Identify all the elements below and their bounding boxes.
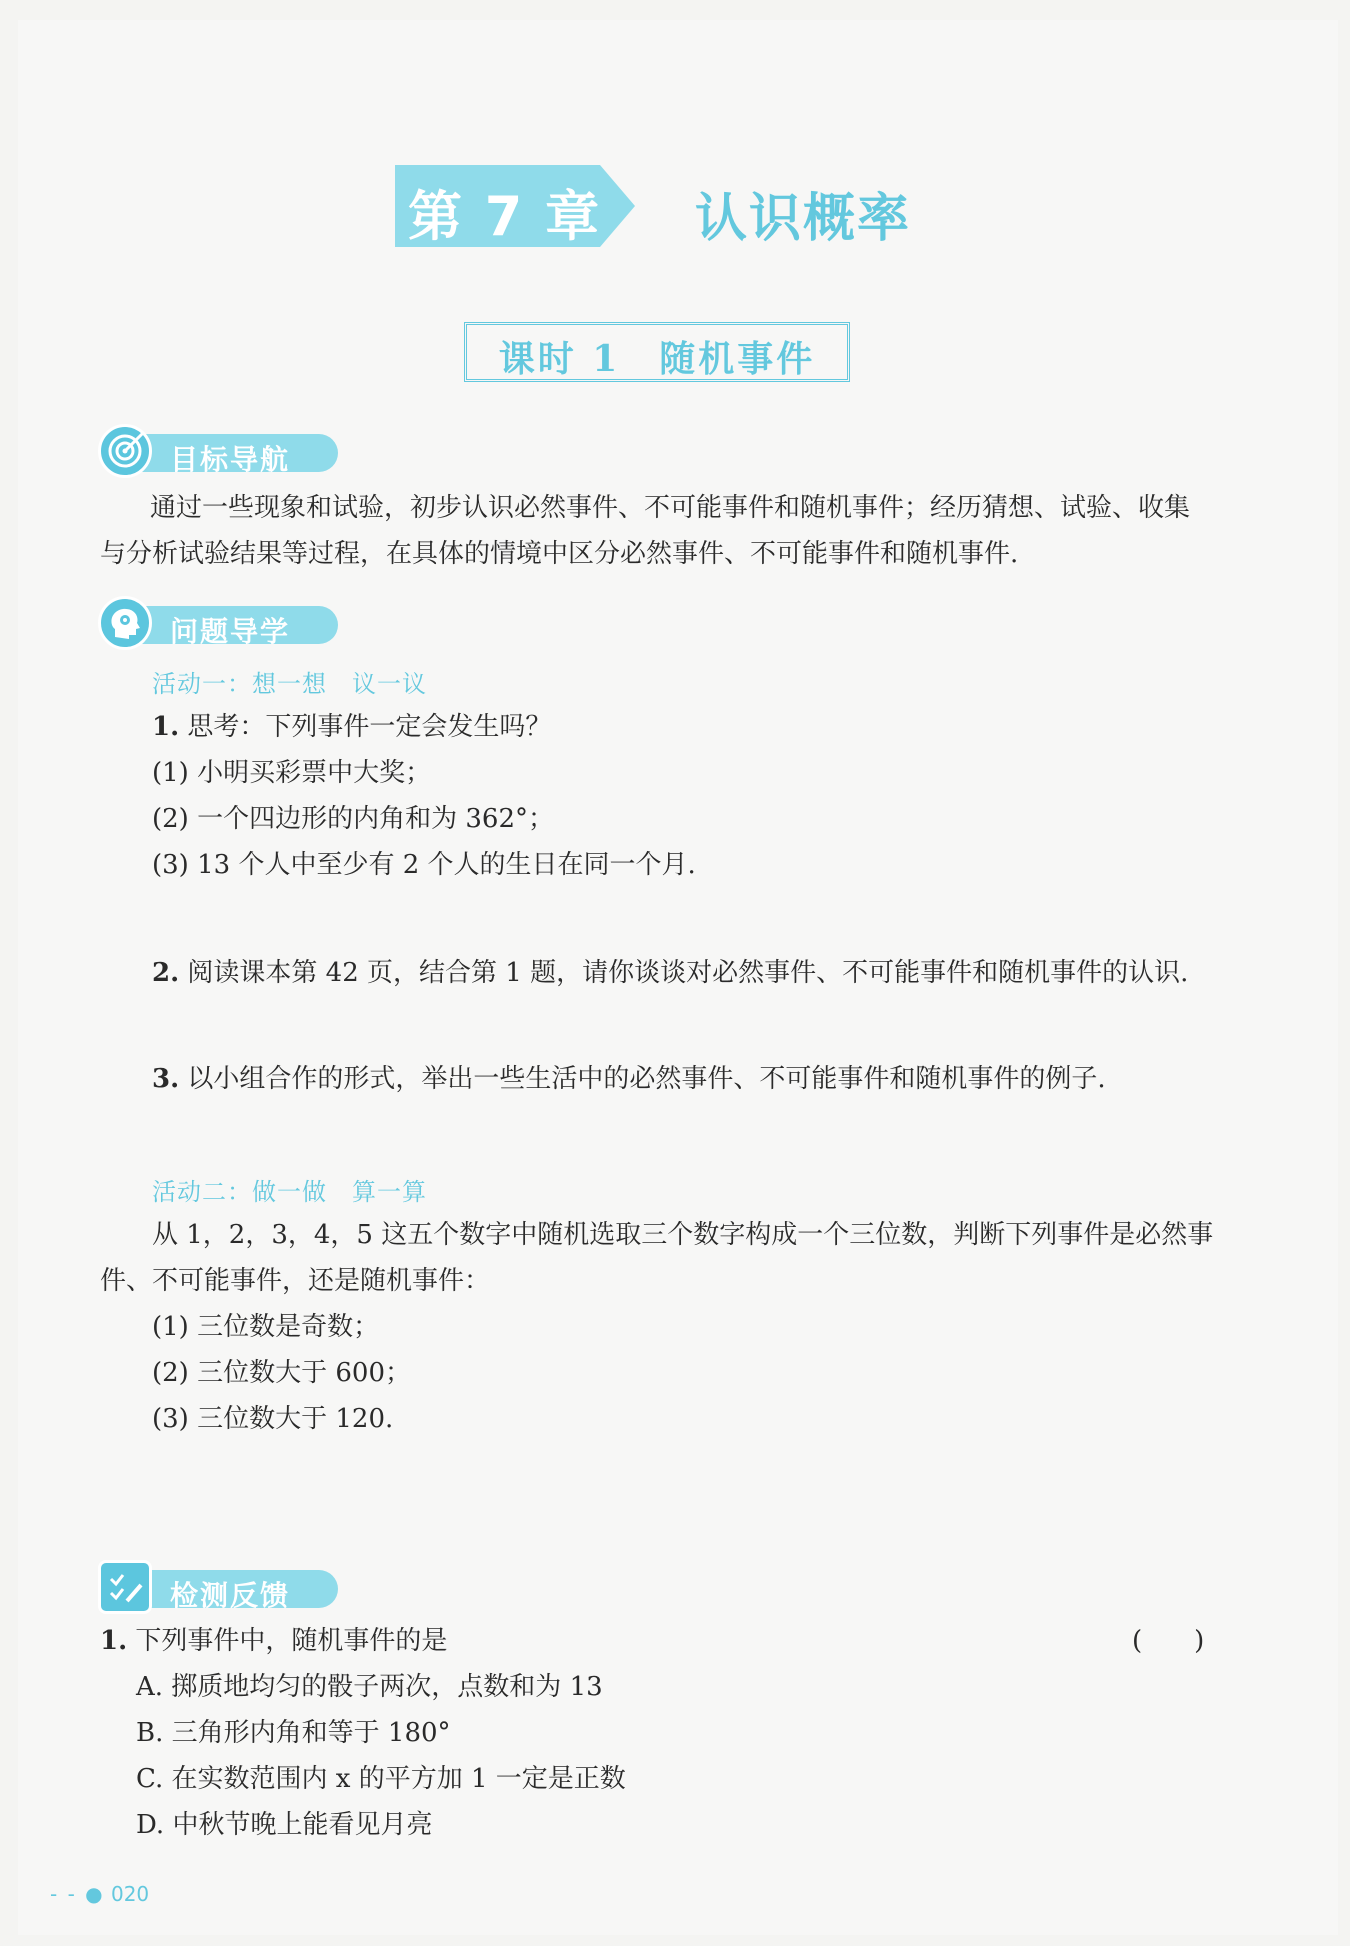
section-label-goal: 目标导航 bbox=[170, 443, 291, 476]
section-header-guide bbox=[98, 596, 338, 648]
lesson-title: 课时 1 随机事件 bbox=[498, 338, 816, 380]
activity1-q2 bbox=[152, 956, 1188, 990]
option-b: B. 三角形内角和等于 180° bbox=[136, 1718, 451, 1748]
page-number: 020 bbox=[110, 1882, 150, 1906]
question-number: 3. bbox=[152, 1064, 180, 1094]
activity2-item: (1) 三位数是奇数； bbox=[152, 1312, 380, 1342]
question-number: 2. bbox=[152, 958, 180, 988]
chapter-label: 第 7 章 bbox=[408, 185, 602, 248]
option-a: A. 掷质地均匀的骰子两次，点数和为 13 bbox=[136, 1672, 603, 1702]
goal-text-line2: 与分析试验结果等过程，在具体的情境中区分必然事件、不可能事件和随机事件. bbox=[100, 539, 1019, 569]
activity2-item: (2) 三位数大于 600； bbox=[152, 1358, 411, 1388]
activity1-q1-item: (3) 13 个人中至少有 2 个人的生日在同一个月. bbox=[152, 850, 696, 880]
dots-icon: - - ● bbox=[50, 1882, 105, 1906]
answer-bracket: ( ) bbox=[1132, 1626, 1205, 1656]
question-text: 思考：下列事件一定会发生吗？ bbox=[187, 712, 552, 742]
activity1-title: 活动一：想一想 议一议 bbox=[152, 670, 427, 698]
section-label-guide: 问题导学 bbox=[170, 615, 291, 648]
head-gear-icon bbox=[98, 596, 152, 650]
activity1-q1-item: (2) 一个四边形的内角和为 362°； bbox=[152, 804, 554, 834]
lesson-box bbox=[464, 322, 850, 382]
question-text: 阅读课本第 42 页，结合第 1 题，请你谈谈对必然事件、不可能事件和随机事件的认识. bbox=[187, 958, 1189, 988]
option-d: D. 中秋节晚上能看见月亮 bbox=[136, 1810, 433, 1840]
activity2-line2: 件、不可能事件，还是随机事件： bbox=[100, 1266, 491, 1296]
activity1-q1-item: (1) 小明买彩票中大奖； bbox=[152, 758, 432, 788]
section-header-goal bbox=[98, 424, 338, 476]
option-c: C. 在实数范围内 x 的平方加 1 一定是正数 bbox=[136, 1764, 626, 1794]
question-text: 下列事件中，随机事件的是 bbox=[135, 1626, 448, 1656]
question-text: 以小组合作的形式，举出一些生活中的必然事件、不可能事件和随机事件的例子. bbox=[187, 1064, 1106, 1094]
check-q1 bbox=[100, 1624, 447, 1658]
section-header-check bbox=[98, 1560, 338, 1612]
activity1-q3 bbox=[152, 1062, 1106, 1096]
page-number-area bbox=[50, 1882, 149, 1906]
question-number: 1. bbox=[100, 1626, 128, 1656]
checklist-icon bbox=[98, 1560, 152, 1614]
activity2-title: 活动二：做一做 算一算 bbox=[152, 1178, 427, 1206]
activity2-item: (3) 三位数大于 120. bbox=[152, 1404, 394, 1434]
activity2-line1: 从 1，2，3，4，5 这五个数字中随机选取三个数字构成一个三位数，判断下列事件是必然事 bbox=[152, 1220, 1214, 1250]
section-label-check: 检测反馈 bbox=[170, 1579, 291, 1612]
chapter-title: 认识概率 bbox=[695, 189, 912, 249]
target-icon bbox=[98, 424, 152, 478]
activity1-q1 bbox=[152, 710, 551, 744]
goal-text-line1: 通过一些现象和试验，初步认识必然事件、不可能事件和随机事件；经历猜想、试验、收集 bbox=[150, 493, 1191, 523]
question-number: 1. bbox=[152, 712, 180, 742]
